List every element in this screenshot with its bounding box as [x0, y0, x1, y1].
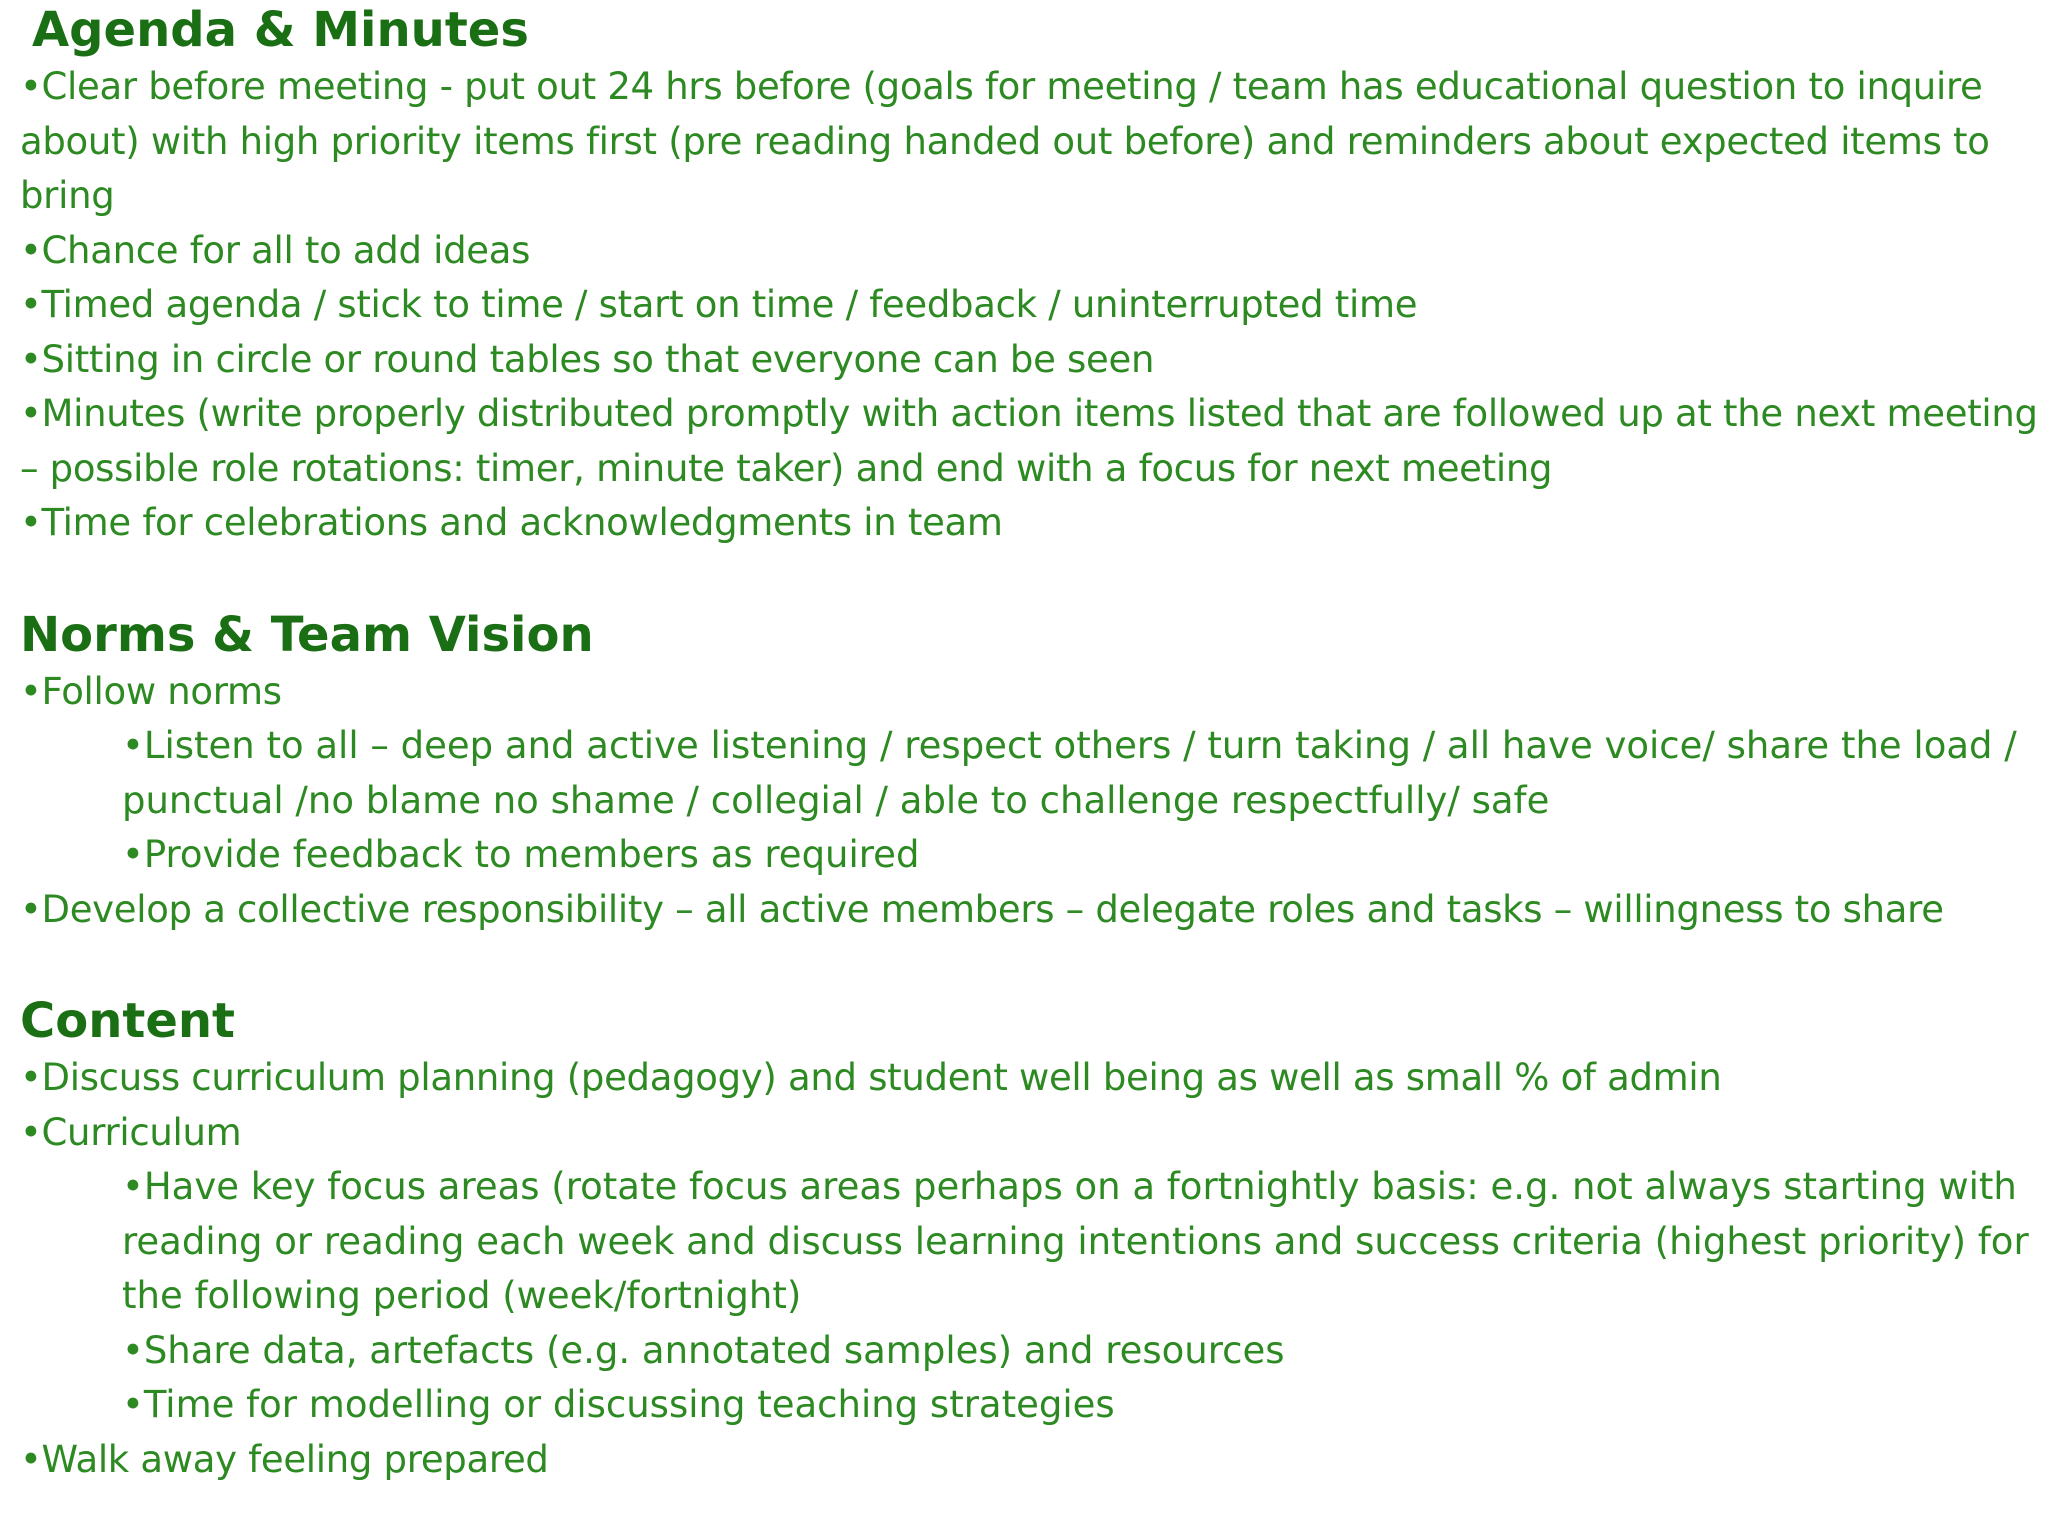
sub-list-item: •Listen to all – deep and active listening / respect others / turn taking / all have voice/ share the load / punctual /no blame no shame / collegial / able to challenge respectfully/ safe — [122, 724, 2017, 822]
bullet-list — [20, 1051, 2048, 1160]
section-heading: Content — [20, 993, 235, 1049]
list-item: •Sitting in circle or round tables so that everyone can be seen — [20, 337, 1155, 381]
list-item: •Curriculum — [20, 1110, 242, 1154]
list-item: •Clear before meeting - put out 24 hrs before (goals for meeting / team has educational question to inquire about) with high priority items first (pre reading handed out before) and reminders about expected items to bring — [20, 65, 1990, 217]
section-heading: Agenda & Minutes — [32, 2, 529, 58]
sub-bullet-list — [20, 1160, 2048, 1433]
bullet-list — [20, 1433, 2048, 1488]
sub-list-item: •Provide feedback to members as required — [122, 833, 920, 876]
list-item: •Minutes (write properly distributed promptly with action items listed that are followed up at the next meeting – possible role rotations: timer, minute taker) and end with a focus for next meeting — [20, 392, 2038, 490]
section-heading: Norms & Team Vision — [20, 606, 594, 663]
list-item: •Chance for all to add ideas — [20, 228, 531, 272]
sub-list-item: •Share data, artefacts (e.g. annotated samples) and resources — [122, 1328, 1285, 1372]
section-norms-team-vision — [20, 605, 2048, 938]
list-item: •Time for celebrations and acknowledgments in team — [20, 501, 1003, 544]
list-item: •Develop a collective responsibility – all active members – delegate roles and tasks – willingness to share — [20, 887, 1944, 931]
bullet-list — [20, 883, 2048, 938]
section-content — [20, 991, 2048, 1487]
list-item: •Discuss curriculum planning (pedagogy) and student well being as well as small % of admin — [20, 1056, 1722, 1099]
sub-list-item: •Time for modelling or discussing teaching strategies — [122, 1383, 1115, 1426]
bullet-list — [20, 60, 2048, 551]
bullet-list — [20, 665, 2048, 720]
list-item: •Follow norms — [20, 669, 282, 713]
sub-list-item: •Have key focus areas (rotate focus areas perhaps on a fortnightly basis: e.g. not always starting with reading or reading each week and discuss learning intentions and success criteria (highest priority) for the following period (week/fortnight) — [122, 1165, 2029, 1317]
list-item: •Walk away feeling prepared — [20, 1437, 549, 1481]
sub-bullet-list — [20, 719, 2048, 883]
list-item: •Timed agenda / stick to time / start on time / feedback / uninterrupted time — [20, 283, 1418, 326]
section-agenda-minutes — [20, 0, 2048, 551]
